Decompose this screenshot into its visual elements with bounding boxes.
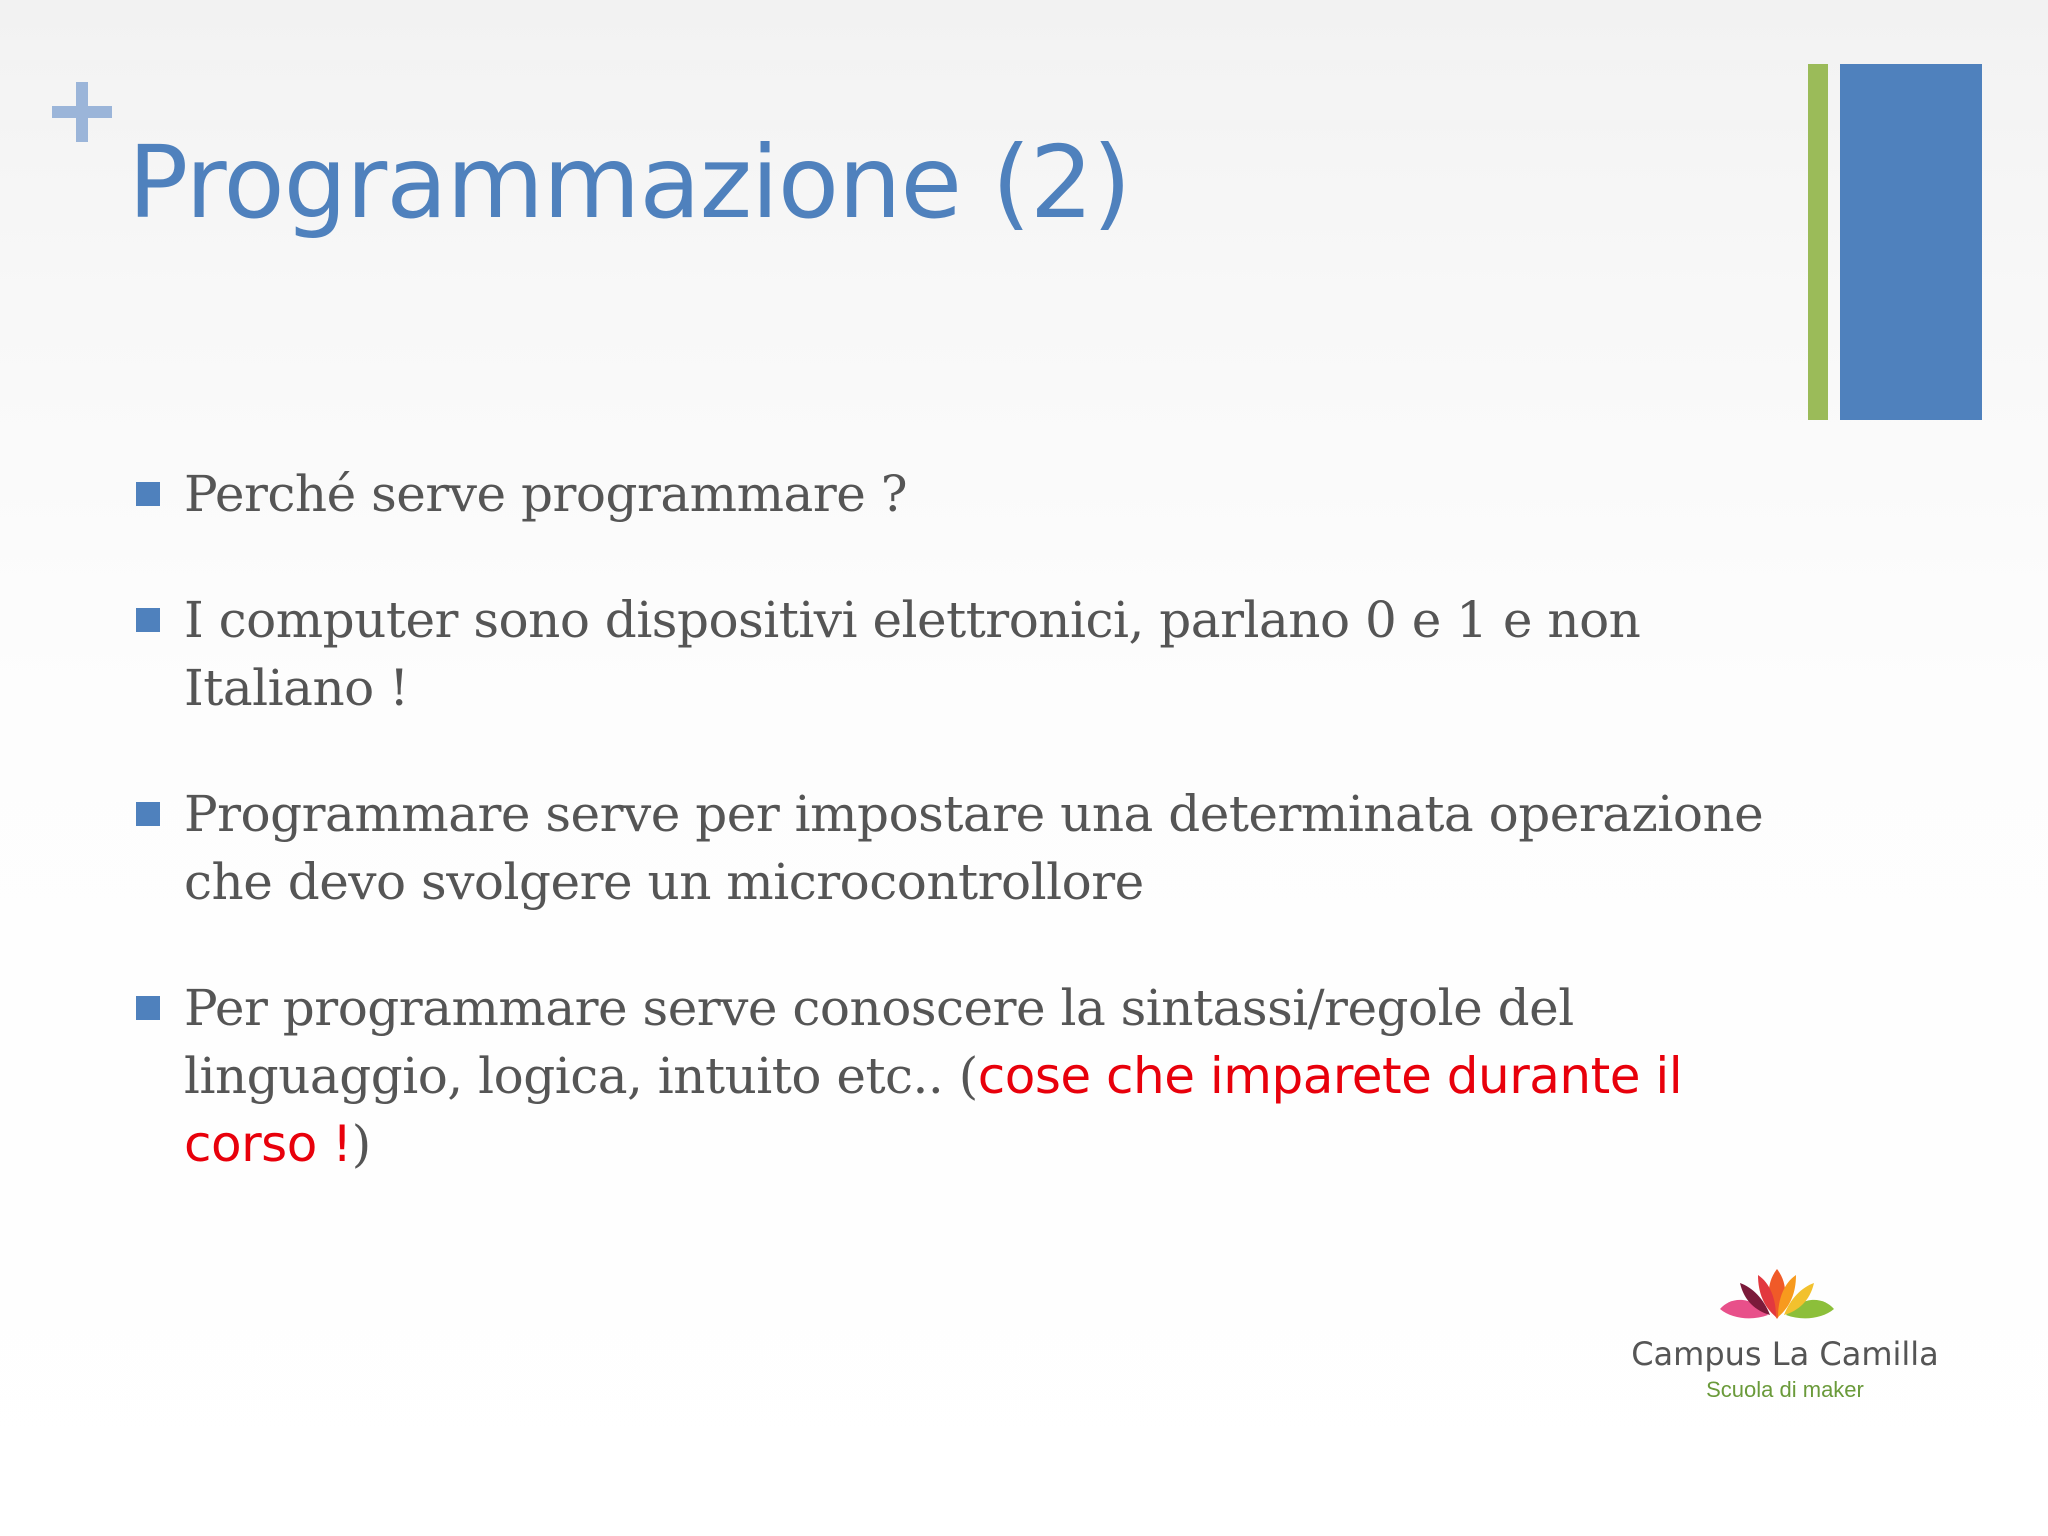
logo-subtitle: Scuola di maker <box>1706 1377 1864 1402</box>
bullet-square-icon <box>136 802 160 826</box>
bullet-item <box>134 780 1774 916</box>
bullet-text: I computer sono dispositivi elettronici, parlano 0 e 1 e non Italiano ! <box>184 591 1641 717</box>
bullet-list <box>134 460 1774 1236</box>
lotus-flower-icon <box>1712 1265 1842 1327</box>
bullet-text: Perché serve programmare ? <box>184 465 908 523</box>
slide-title: Programmazione (2) <box>128 124 1131 241</box>
bullet-square-icon <box>136 482 160 506</box>
bullet-item <box>134 460 1774 528</box>
bullet-highlight-text: cose che imparete durante il corso ! <box>184 1047 1683 1173</box>
bullet-text: Programmare serve per impostare una determinata operazione che devo svolgere un microcontrollore <box>184 785 1764 911</box>
campus-logo <box>1620 1265 1940 1415</box>
bullet-text: Per programmare serve conoscere la sintassi/regole del linguaggio, logica, intuito etc.. ( <box>184 979 1574 1105</box>
plus-icon <box>52 82 112 142</box>
bullet-square-icon <box>136 996 160 1020</box>
bullet-text-end: ) <box>351 1115 371 1173</box>
bullet-item <box>134 586 1774 722</box>
bullet-item <box>134 974 1774 1178</box>
logo-name: Campus La Camilla <box>1631 1335 1939 1373</box>
bullet-square-icon <box>136 608 160 632</box>
blue-accent-bar <box>1840 64 1982 420</box>
green-accent-bar <box>1808 64 1828 420</box>
